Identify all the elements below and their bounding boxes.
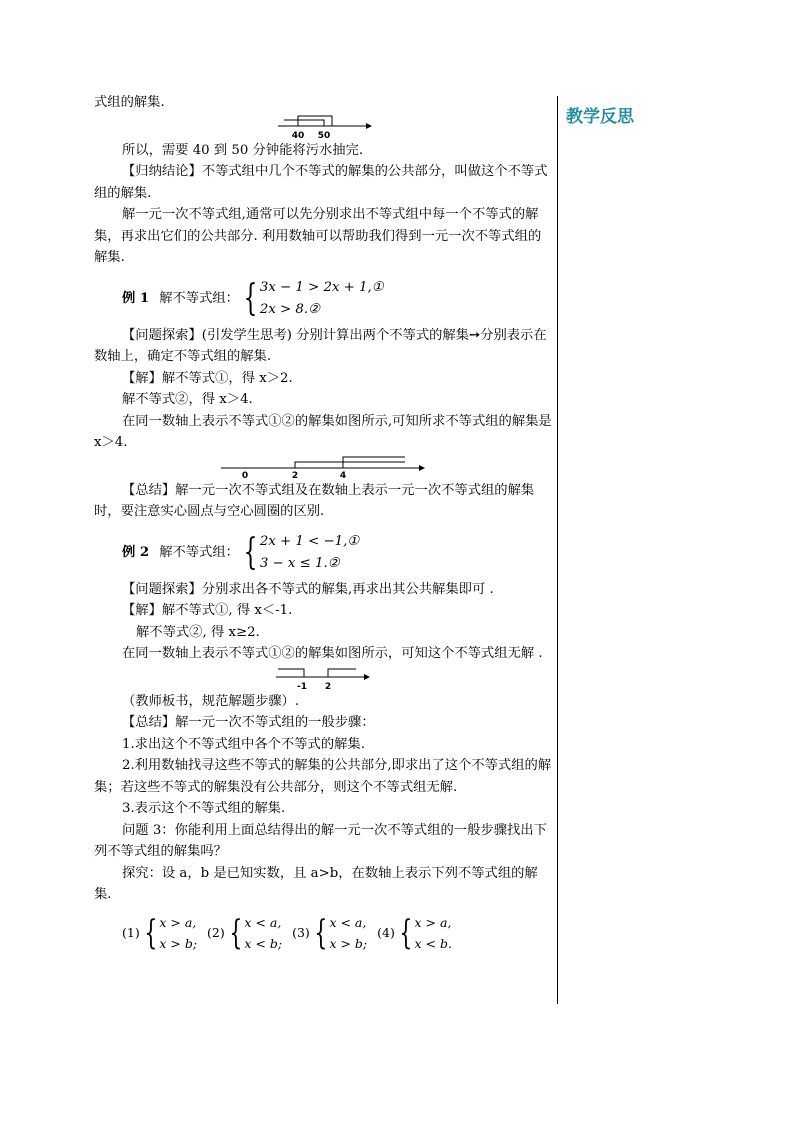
text-line: 在同一数轴上表示不等式①②的解集如图所示,可知所求不等式组的解集是 x＞4. xyxy=(94,413,552,450)
example-prompt: 解不等式组： xyxy=(159,544,239,560)
text-line: 所以，需要 40 到 50 分钟能将污水抽完. xyxy=(122,142,364,158)
inequality: x > a, xyxy=(414,914,452,930)
explore-text: 探究：设 a，b 是已知实数，且 a>b，在数轴上表示下列不等式组的解集. xyxy=(94,865,538,902)
inequality: 3x − 1 > 2x + 1,① xyxy=(259,279,384,295)
tick-label: 2 xyxy=(324,681,332,691)
brace-icon: { xyxy=(243,531,258,573)
example-1 xyxy=(122,277,554,321)
example-label: 例 1 xyxy=(122,290,150,306)
step-item: 1.求出这个不等式组中各个不等式的解集. xyxy=(122,736,365,752)
inequality: x < a, xyxy=(244,914,282,930)
system-number: (1) xyxy=(122,924,140,940)
inequality: x < b. xyxy=(414,935,452,951)
tick-label: 4 xyxy=(339,470,347,480)
inequality: 3 − x ≤ 1.② xyxy=(259,555,340,571)
text-line: 【问题探索】分别求出各不等式的解集,再求出其公共解集即可 . xyxy=(122,581,494,597)
text-line: 在同一数轴上表示不等式①②的解集如图所示，可知这个不等式组无解 . xyxy=(122,646,543,661)
system-item xyxy=(207,912,282,954)
example-2 xyxy=(122,531,554,575)
number-line-neg1-2 xyxy=(274,665,374,691)
text-line: 式组的解集. xyxy=(94,95,165,110)
system-item xyxy=(377,912,452,954)
brace-icon: { xyxy=(399,912,413,953)
inequality: 2x > 8.② xyxy=(259,301,321,317)
text-line: 【问题探索】(引发学生思考) 分别计算出两个不等式的解集➙分别表示在数轴上，确定不等式组的解集. xyxy=(94,327,547,364)
text-line: 解一元一次不等式组,通常可以先分别求出不等式组中每一个不等式的解集，再求出它们的公共部分. 利用数轴可以帮助我们得到一元一次不等式组的解集. xyxy=(94,207,542,265)
inequality: 2x + 1 < −1,① xyxy=(259,533,360,549)
brace-icon: { xyxy=(243,277,258,319)
tick-label: -1 xyxy=(297,681,307,691)
system-item xyxy=(122,912,197,954)
brace-icon: { xyxy=(144,912,158,953)
tick-label: 2 xyxy=(291,470,299,480)
step-item: 2.利用数轴找寻这些不等式的解集的公共部分,即求出了这个不等式组的解集；若这些不等式的解集没有公共部分，则这个不等式组无解. xyxy=(94,758,552,795)
text-line: 解不等式②，得 x＞4. xyxy=(122,392,253,407)
step-item: 3.表示这个不等式组的解集. xyxy=(122,801,286,816)
inequality: x > b; xyxy=(159,935,198,951)
tick-label: 0 xyxy=(241,470,249,480)
system-item xyxy=(292,912,367,954)
system-number: (4) xyxy=(377,924,395,940)
text-line: 【解】解不等式①, 得 x＜-1. xyxy=(122,603,293,618)
example-prompt: 解不等式组： xyxy=(159,290,239,306)
lesson-content xyxy=(94,92,554,954)
inequality: x < a, xyxy=(329,914,367,930)
inequality: x > a, xyxy=(159,914,197,930)
tick-label: 50 xyxy=(317,130,331,140)
number-line-0-2-4 xyxy=(219,454,429,480)
inequality-systems xyxy=(122,912,554,954)
tick-label: 40 xyxy=(291,130,305,140)
inequality: x < b; xyxy=(244,935,283,951)
text-line: （教师板书，规范解题步骤）. xyxy=(122,693,300,709)
conclusion-text: 【归纳结论】不等式组中几个不等式的解集的公共部分，叫做这个不等式组的解集. xyxy=(94,164,548,201)
summary-text: 【总结】解一元一次不等式组及在数轴上表示一元一次不等式组的解集时，要注意实心圆点与空心圆圈的区别. xyxy=(94,482,535,519)
text-line: 【解】解不等式①，得 x＞2. xyxy=(122,370,293,386)
text-line: 解不等式②, 得 x≥2. xyxy=(136,624,260,640)
system-number: (3) xyxy=(292,924,310,940)
question-text: 问题 3：你能利用上面总结得出的解一元一次不等式组的一般步骤找出下列不等式组的解集吗？ xyxy=(94,822,547,859)
number-line-40-50 xyxy=(274,114,374,140)
inequality: x > b; xyxy=(329,935,368,951)
brace-icon: { xyxy=(229,912,243,953)
reflection-title: 教学反思 xyxy=(566,107,634,127)
margin-divider xyxy=(557,96,558,1004)
example-label: 例 2 xyxy=(122,544,150,560)
summary-text: 【总结】解一元一次不等式组的一般步骤： xyxy=(122,715,375,730)
brace-icon: { xyxy=(314,912,328,953)
system-number: (2) xyxy=(207,924,225,940)
